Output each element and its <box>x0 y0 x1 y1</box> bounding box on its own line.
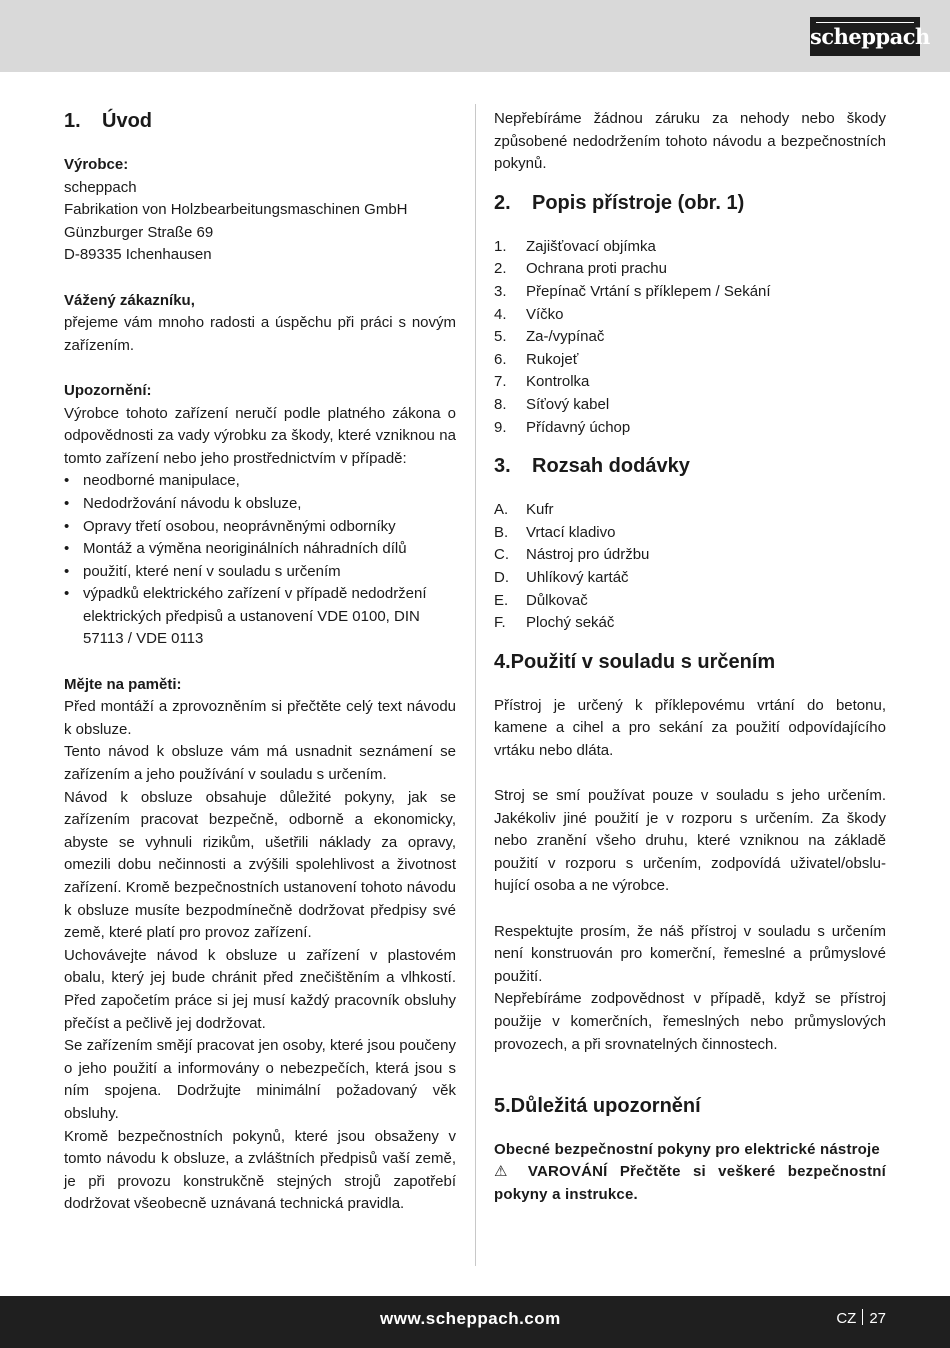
intended-use-paragraph: Nepřebíráme zodpovědnost v případě, když se přístroj použije v komerčních, řemeslných nebo průmyslových provozech, a při srovnatelných činnostech. <box>494 990 886 1053</box>
section-4-heading: 4.Použití v souladu s určením <box>494 650 776 673</box>
list-item: • Montáž a výměna neoriginálních náhradních dílů <box>64 540 407 558</box>
remember-paragraph: Návod k obsluze obsahuje důležité pokyny, jak se zařízením pracovat bezpečně, odborně a ekonomicky, abyste se vyhnuli rizikům, ušetřili náklady za opravy, omezili dobu nečinnosti a zvýšili spolehlivost a životnost zařízení. Kromě bezpečnostních ustanovení tohoto návodu k obsluze musíte bezpodmínečně dodržovat předpisy své země, které platí pro provoz zařízení. <box>64 788 456 942</box>
page-separator <box>862 1309 863 1325</box>
list-item: 5. Za-/vypínač <box>494 328 605 346</box>
list-item: 2. Ochrana proti prachu <box>494 260 667 278</box>
address-line: scheppach <box>64 178 137 196</box>
list-item: 6. Rukojeť <box>494 350 579 368</box>
list-item: 9. Přídavný úchop <box>494 418 631 436</box>
list-item: A. Kufr <box>494 501 554 519</box>
language-code: CZ <box>836 1310 857 1327</box>
dear-customer-label: Vážený zákazníku, <box>64 291 195 309</box>
section-2-number: 2. <box>494 191 511 214</box>
list-item: 7. Kontrolka <box>494 373 590 391</box>
intended-use-paragraph: Respektujte prosím, že náš přístroj v souladu s určením není konstruován pro komerční, řemeslné a průmyslové použití. <box>494 922 886 985</box>
remember-paragraph: Kromě bezpečnostních pokynů, které jsou obsaženy v tomto návodu k obsluze, a zvláštních předpisů vaší země, je při provozu konstrukčně stejných strojů zapotřebí dodržovat všeobecně uznávaná technická pravidla. <box>64 1127 456 1213</box>
list-item: B. Vrtací kladivo <box>494 523 616 541</box>
warning-line <box>494 1161 886 1206</box>
page-number: 27 <box>869 1310 886 1327</box>
general-safety-heading: Obecné bezpečnostní pokyny pro elektrické nástroje <box>494 1140 880 1158</box>
website-url: www.scheppach.com <box>380 1309 561 1328</box>
list-item: • výpadků elektrického zařízení v případě nedodržení elektrických předpisů a ustanovení VDE 0100, DIN 57113 / VDE 0113 <box>64 585 427 648</box>
section-1-heading <box>64 108 456 134</box>
list-item: 8. Síťový kabel <box>494 395 610 413</box>
section-3-title: Rozsah dodávky <box>532 455 690 478</box>
list-item: • Nedodržování návodu k obsluze, <box>64 494 302 512</box>
section-2-title: Popis přístroje (obr. 1) <box>532 191 745 214</box>
address-line: Günzburger Straße 69 <box>64 223 214 241</box>
section-1-title: Úvod <box>102 110 152 132</box>
manufacturer-address <box>64 177 456 267</box>
warning-triangle-icon: ⚠ <box>494 1163 516 1181</box>
right-column <box>494 108 886 1207</box>
device-parts-list <box>494 236 886 439</box>
section-1-number: 1. <box>64 110 81 132</box>
list-item: • použití, které není v souladu s určením <box>64 562 341 580</box>
column-divider <box>475 104 476 1266</box>
list-item: E. Důlkovač <box>494 591 588 609</box>
brand-logo <box>810 17 930 56</box>
intended-use-paragraph: Stroj se smí používat pouze v souladu s jeho určením. Jakékoliv jiné použití je v rozporu s určením. Za škody nebo zranění všeho druhu, které vzniknou na základě použití v rozporu s určením, zodpovídá uživatel/obslu-hující osoba a ne výrobce. <box>494 787 886 895</box>
section-2-heading <box>494 190 886 216</box>
page-indicator <box>836 1296 886 1342</box>
remember-paragraph: Tento návod k obsluze vám má usnadnit seznámení se zařízením a jeho používání v souladu s určením. <box>64 743 456 784</box>
section-5-heading: 5.Důležitá upozornění <box>494 1094 701 1117</box>
list-item: • neodborné manipulace, <box>64 472 240 490</box>
remember-label: Mějte na paměti: <box>64 675 182 693</box>
remember-paragraph: Před montáží a zprovozněním si přečtěte celý text návodu k obsluze. <box>64 698 456 738</box>
section-3-heading <box>494 453 886 479</box>
list-item: F. Plochý sekáč <box>494 614 615 632</box>
logo-text: scheppach <box>810 24 930 49</box>
list-item: • Opravy třetí osobou, neoprávněnými odborníky <box>64 517 396 535</box>
address-line: Fabrikation von Holzbearbeitungsmaschinen GmbH <box>64 201 408 219</box>
remember-paragraph: Uchovávejte návod k obsluze u zařízení v plastovém obalu, který jej bude chránit před znečištěním a vlhkostí. Před započetím práce si jej musí každý pracovník obsluhy přečíst a pečlivě jej dodržovat. <box>64 946 456 1032</box>
delivery-scope-list <box>494 499 886 635</box>
remember-paragraph: Se zařízením smějí pracovat jen osoby, které jsou poučeny o jeho použití a informovány o nebezpečích, která jsou s ním spojena. Dodržujte minimální požadovaný věk obsluhy. <box>64 1037 456 1122</box>
footer-bar <box>0 1296 950 1348</box>
address-line: D-89335 Ichenhausen <box>64 246 212 264</box>
section-3-number: 3. <box>494 455 511 478</box>
notice-bullet-list <box>64 470 456 651</box>
list-item: C. Nástroj pro údržbu <box>494 546 650 564</box>
list-item: D. Uhlíkový kartáč <box>494 568 629 586</box>
manufacturer-label: Výrobce: <box>64 156 129 173</box>
warranty-disclaimer: Nepřebíráme žádnou záruku za nehody nebo škody způsobené nedodržením tohoto návodu a bezpečnostních pokynů. <box>494 110 886 173</box>
list-item: 3. Přepínač Vrtání s příklepem / Sekání <box>494 282 771 300</box>
warning-text: VAROVÁNÍ Přečtěte si veškeré bezpečnostní pokyny a instrukce. <box>494 1163 886 1203</box>
left-column <box>64 108 456 1216</box>
dear-customer-text: přejeme vám mnoho radosti a úspěchu při práci s novým zařízením. <box>64 314 456 354</box>
header-band <box>0 0 950 72</box>
notice-text: Výrobce tohoto zařízení neručí podle platného zákona o odpovědnosti za vady výrobku za škody, které vzniknou na tomto zařízení nebo jeho prostřednictvím v případě: <box>64 404 456 467</box>
notice-label: Upozornění: <box>64 381 152 399</box>
intended-use-paragraph: Přístroj je určený k příklepovému vrtání do betonu, kamene a cihel a pro sekání za použití odpovídajícího vrtáku nebo dláta. <box>494 696 886 759</box>
list-item: 4. Víčko <box>494 305 564 323</box>
list-item: 1. Zajišťovací objímka <box>494 237 656 255</box>
